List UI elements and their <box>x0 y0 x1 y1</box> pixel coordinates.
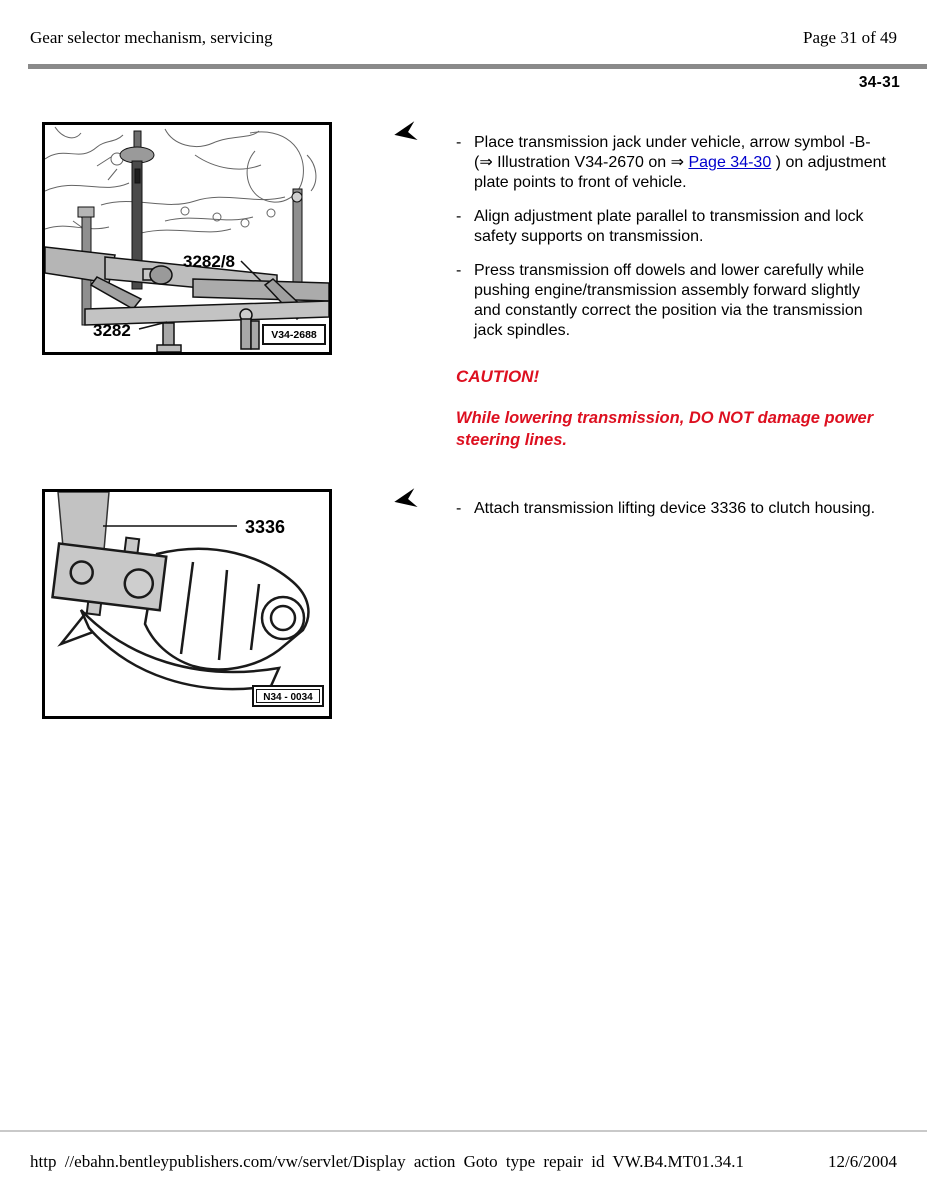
footer-divider <box>0 1130 927 1132</box>
figure-label-3282-8: 3282/8 <box>183 252 235 271</box>
figure-transmission-jack <box>42 122 332 355</box>
footer <box>30 1152 897 1172</box>
instruction-text: Press transmission off dowels and lower carefully while pushing engine/transmission assembly forward slightly and constantly correct the position via the transmission jack spindles. <box>474 262 865 339</box>
lifting-device-illustration <box>45 492 329 716</box>
figure-ref-n34-0034: N34 - 0034 <box>263 692 313 703</box>
caution-message: While lowering transmission, DO NOT damage power steering lines. <box>456 409 874 449</box>
instructions-section-2 <box>456 499 886 533</box>
page-34-30-link[interactable]: Page 34-30 <box>688 154 772 171</box>
caution-heading: CAUTION! <box>456 367 540 386</box>
instruction-text-post: ) on adjustment plate points to front of vehicle. <box>474 154 886 191</box>
footer-date: 12/6/2004 <box>828 1152 897 1171</box>
page-title: Gear selector mechanism, servicing <box>30 28 273 47</box>
figure-lifting-device <box>42 489 332 719</box>
transmission-jack-illustration <box>45 125 329 352</box>
bullet-dash: - <box>456 208 462 225</box>
instruction-text: Align adjustment plate parallel to transmission and lock safety supports on transmission. <box>474 208 864 245</box>
figure-ref-v34-2688: V34-2688 <box>271 329 317 341</box>
illustration-pointer-icon <box>392 487 418 511</box>
instruction-step <box>456 133 886 193</box>
bullet-dash: - <box>456 500 462 517</box>
figure-label-3282: 3282 <box>93 321 131 340</box>
figure-label-3336: 3336 <box>245 517 286 537</box>
instruction-text <box>474 133 886 193</box>
page-count: Page 31 of 49 <box>803 28 897 47</box>
bullet-dash: - <box>456 262 462 279</box>
instruction-step <box>456 207 886 247</box>
instruction-step <box>456 261 886 341</box>
section-page-number: 34-31 <box>858 74 900 91</box>
footer-url: http //ebahn.bentleypublishers.com/vw/servlet/Display action Goto type repair id VW.B4.MT01.34.1 <box>30 1152 745 1171</box>
instruction-step <box>456 499 886 519</box>
instructions-section-1 <box>456 133 886 451</box>
instruction-text: Attach transmission lifting device 3336 to clutch housing. <box>474 500 876 517</box>
illustration-pointer-icon <box>392 120 418 144</box>
instruction-text-pre: Place transmission jack under vehicle, arrow symbol -B- (⇒ Illustration V34-2670 on ⇒ <box>474 134 871 171</box>
header-divider <box>28 64 927 69</box>
bullet-dash: - <box>456 134 462 151</box>
